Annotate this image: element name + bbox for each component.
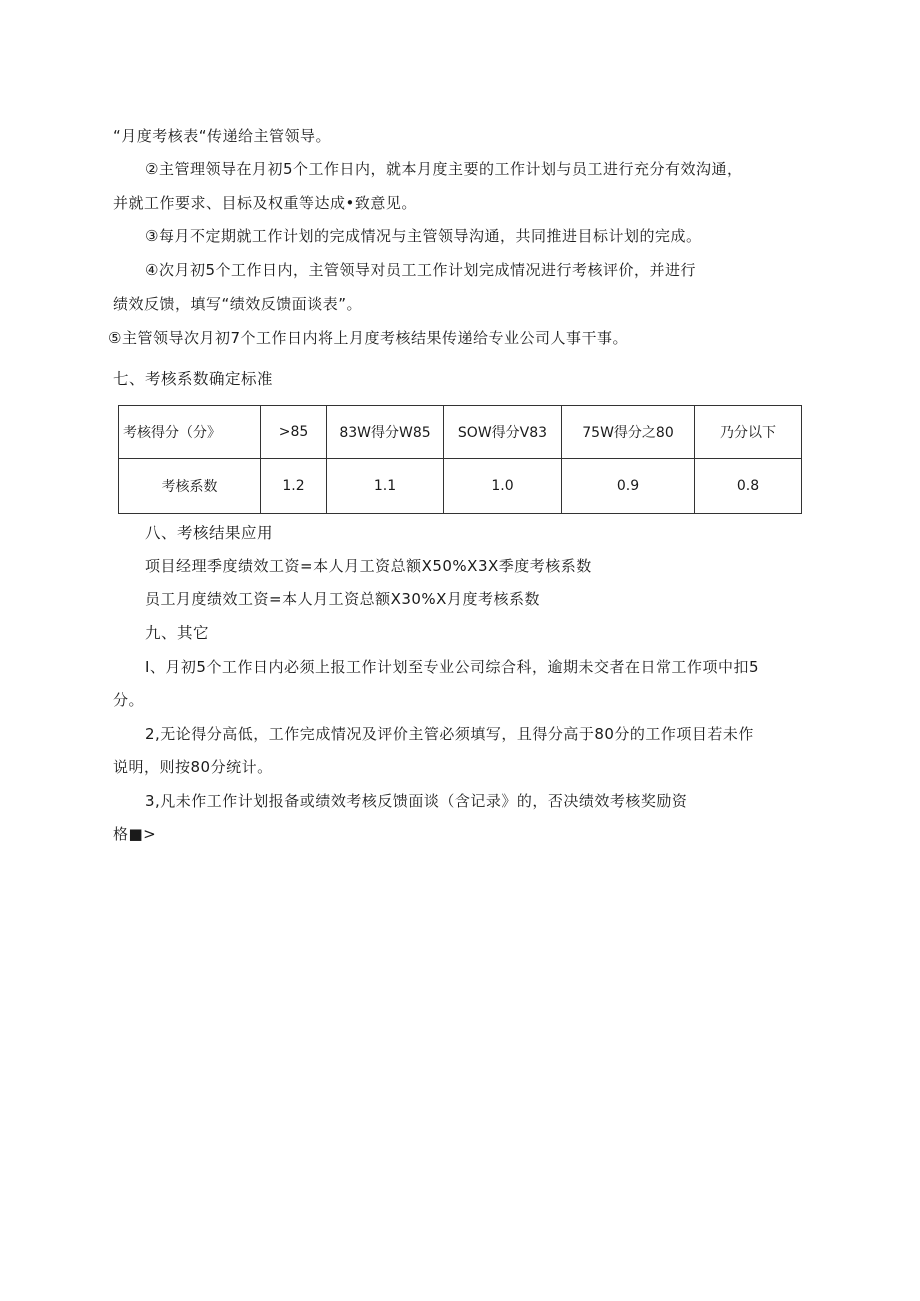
- rule-3-cont: 格■>: [113, 825, 157, 843]
- formula-employee: 员工月度绩效工资=本人月工资总额X30%X月度考核系数: [145, 590, 540, 608]
- table-cell: 考核得分（分》: [119, 406, 261, 459]
- table-row-score: [119, 406, 802, 459]
- section-9-heading: 九、其它: [145, 624, 210, 642]
- rule-3: 3,凡未作工作计划报备或绩效考核反馈面谈（含记录》的，否决绩效考核奖励资: [145, 792, 688, 810]
- table-cell: 83W得分W85: [327, 406, 444, 459]
- rule-1-cont: 分。: [113, 691, 145, 709]
- table-cell: SOW得分V83: [444, 406, 562, 459]
- paragraph-step-2-cont: 并就工作要求、目标及权重等达成•致意见。: [113, 194, 417, 212]
- section-8-heading: 八、考核结果应用: [145, 524, 274, 542]
- table-cell: 1.0: [444, 459, 562, 514]
- table-cell: 1.1: [327, 459, 444, 514]
- formula-project-manager: 项目经理季度绩效工资=本人月工资总额X50%X3X季度考核系数: [145, 557, 592, 575]
- section-7-heading: 七、考核系数确定标准: [113, 370, 274, 388]
- rule-1: I、月初5个工作日内必须上报工作计划至专业公司综合科，逾期未交者在日常工作项中扣5: [145, 658, 760, 676]
- paragraph-step-4: ④次月初5个工作日内，主管领导对员工工作计划完成情况进行考核评价，并进行: [145, 261, 696, 279]
- table-row-coefficient: [119, 459, 802, 514]
- table-cell: 0.9: [562, 459, 695, 514]
- table-cell: 1.2: [261, 459, 327, 514]
- table-cell: 考核系数: [119, 459, 261, 514]
- table-cell: 75W得分之80: [562, 406, 695, 459]
- table-cell: 乃分以下: [695, 406, 802, 459]
- paragraph-step-5: ⑤主管领导次月初7个工作日内将上月度考核结果传递给专业公司人事干事。: [108, 329, 628, 347]
- paragraph-step-2: ②主管理领导在月初5个工作日内，就本月度主要的工作计划与员工进行充分有效沟通，: [145, 160, 743, 178]
- paragraph-step-4-cont: 绩效反馈，填写“绩效反馈面谈表”。: [113, 295, 363, 313]
- table-cell: 0.8: [695, 459, 802, 514]
- paragraph-monthly-form: “月度考核表“传递给主管领导。: [113, 127, 332, 145]
- rule-2: 2,无论得分高低，工作完成情况及评价主管必须填写，且得分高于80分的工作项目若未作: [145, 725, 754, 743]
- paragraph-step-3: ③每月不定期就工作计划的完成情况与主管领导沟通，共同推进目标计划的完成。: [145, 227, 702, 245]
- table-cell: >85: [261, 406, 327, 459]
- coefficient-table: [118, 405, 802, 514]
- rule-2-cont: 说明，则按80分统计。: [113, 758, 273, 776]
